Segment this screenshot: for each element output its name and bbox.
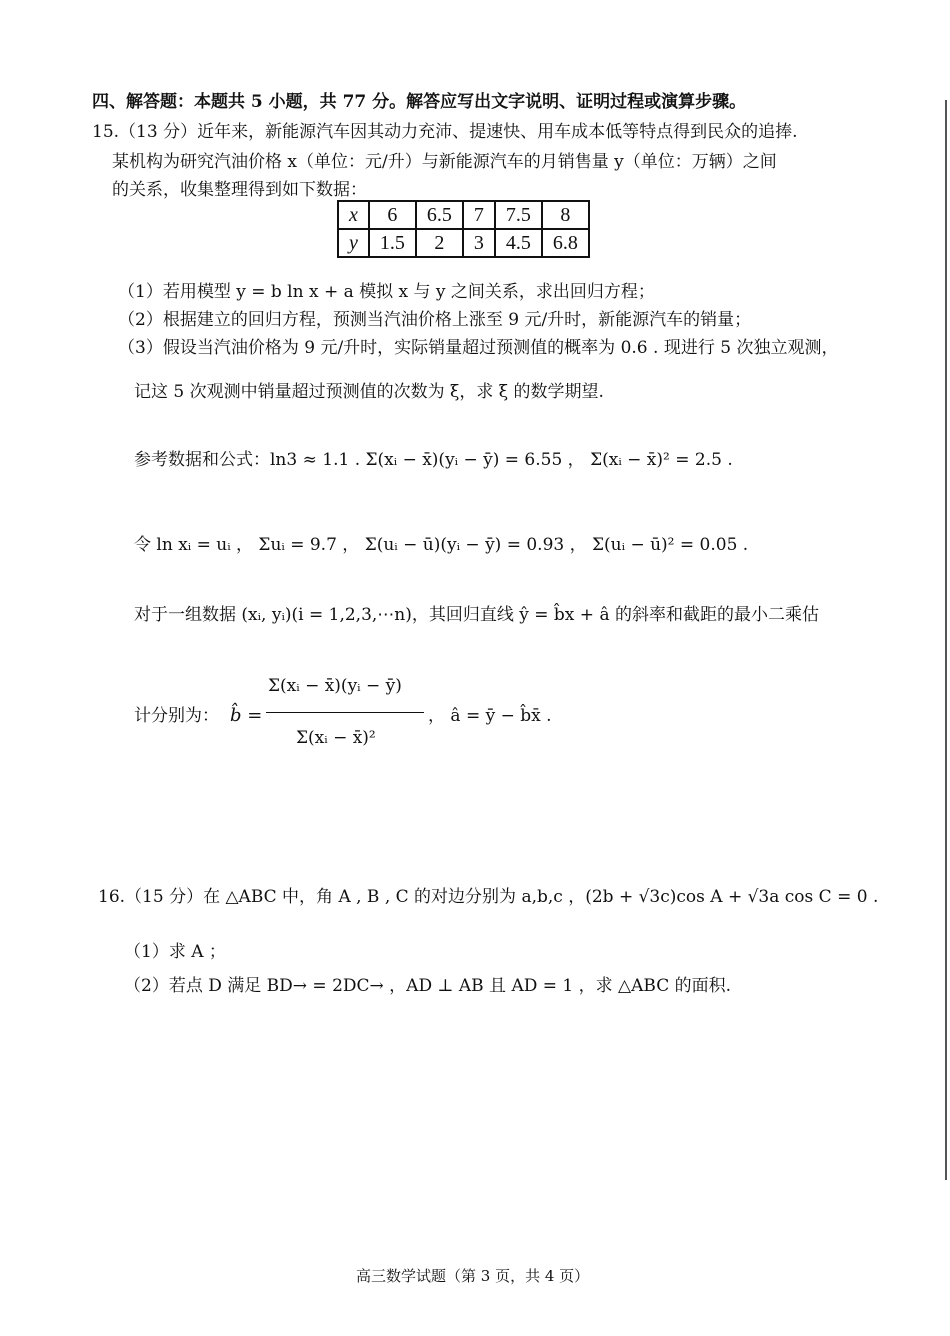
table-cell: 6.8 xyxy=(542,229,589,257)
reference-data-line2: 令 ln xᵢ = uᵢ ， Σuᵢ = 9.7 ， Σ(uᵢ − ū)(yᵢ − ȳ) = 0.93 ， Σ(uᵢ − ū)² = 0.05 . xyxy=(134,535,749,555)
q15-intro-line1: 15.（13 分）近年来，新能源汽车因其动力充沛、提速快、用车成本低等特点得到民众的追捧. xyxy=(92,122,798,142)
q15-part1: （1）若用模型 y = b ln x + a 模拟 x 与 y 之间关系，求出回归方程； xyxy=(118,282,655,302)
reference-data-line1: 参考数据和公式：ln3 ≈ 1.1 . Σ(xᵢ − x̄)(yᵢ − ȳ) = 6.55 ， Σ(xᵢ − x̄)² = 2.5 . xyxy=(134,450,733,470)
q16-stem: 16.（15 分）在 △ABC 中，角 A , B , C 的对边分别为 a,b,c ，(2b + √3c)cos A + √3a cos C = 0 . xyxy=(98,887,879,907)
data-table xyxy=(337,200,590,258)
b-hat-label: b̂ = xyxy=(230,705,263,726)
estimate-lead-text: 计分别为： xyxy=(134,706,219,726)
fraction-bar xyxy=(266,712,424,713)
section-header: 四、解答题：本题共 5 小题，共 77 分。解答应写出文字说明、证明过程或演算步骤。 xyxy=(92,92,747,112)
table-row-x xyxy=(338,201,589,229)
table-cell: 7.5 xyxy=(495,201,542,229)
q15-intro-line3: 的关系，收集整理得到如下数据： xyxy=(112,180,367,200)
table-cell: 2 xyxy=(416,229,463,257)
table-cell: 6 xyxy=(369,201,416,229)
fraction-numerator: Σ(xᵢ − x̄)(yᵢ − ȳ) xyxy=(268,676,402,696)
table-cell: 3 xyxy=(463,229,495,257)
page-edge-shadow xyxy=(945,100,947,1180)
table-cell-x-label: x xyxy=(338,201,369,229)
q16-part2: （2）若点 D 满足 BD→ = 2DC→ ，AD ⊥ AB 且 AD = 1 ，求 △ABC 的面积. xyxy=(124,976,732,996)
page-footer: 高三数学试题（第 3 页，共 4 页） xyxy=(356,1267,590,1285)
table-cell: 7 xyxy=(463,201,495,229)
table-cell: 4.5 xyxy=(495,229,542,257)
table-cell: 8 xyxy=(542,201,589,229)
q15-part2: （2）根据建立的回归方程，预测当汽油价格上涨至 9 元/升时，新能源汽车的销量； xyxy=(118,310,752,330)
table-row-y xyxy=(338,229,589,257)
table-cell: 1.5 xyxy=(369,229,416,257)
table-cell-y-label: y xyxy=(338,229,369,257)
regression-definition-line: 对于一组数据 (xᵢ, yᵢ)(i = 1,2,3,⋯n)，其回归直线 ŷ = b̂x + â 的斜率和截距的最小二乘估 xyxy=(134,605,819,625)
table-cell: 6.5 xyxy=(416,201,463,229)
q15-intro-line2: 某机构为研究汽油价格 x（单位：元/升）与新能源汽车的月销售量 y（单位：万辆）之间 xyxy=(112,152,777,172)
q16-part1: （1）求 A ； xyxy=(124,942,226,962)
a-hat-formula: ， â = ȳ − b̂x̄ . xyxy=(428,706,552,726)
q15-part3-line1: （3）假设当汽油价格为 9 元/升时，实际销量超过预测值的概率为 0.6 . 现进行 5 次独立观测， xyxy=(118,338,839,358)
fraction-denominator: Σ(xᵢ − x̄)² xyxy=(296,728,376,748)
q15-part3-line2: 记这 5 次观测中销量超过预测值的次数为 ξ，求 ξ 的数学期望. xyxy=(134,382,604,402)
